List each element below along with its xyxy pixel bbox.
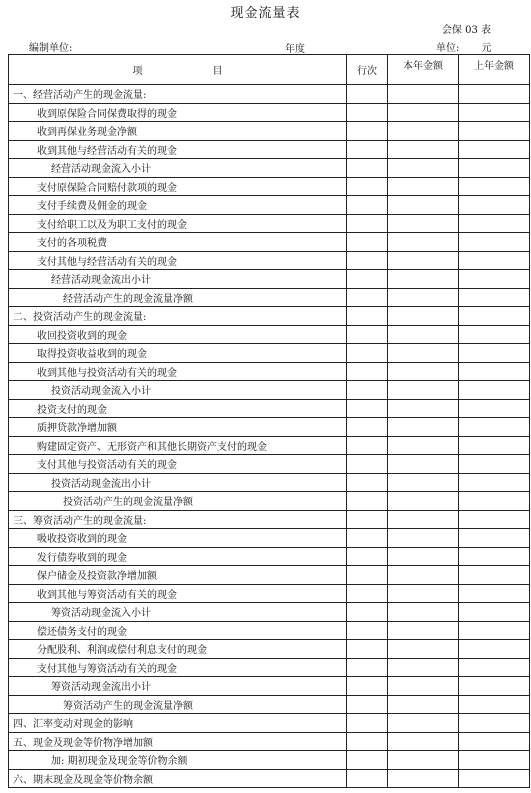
line-no-cell[interactable] xyxy=(347,695,388,714)
header-current-year: 本年金额 xyxy=(388,55,459,85)
table-row xyxy=(9,418,530,437)
table-row xyxy=(9,325,530,344)
row-item-label xyxy=(9,214,347,233)
current-year-amount-cell[interactable] xyxy=(388,436,459,455)
line-no-cell[interactable] xyxy=(347,177,388,196)
table-row xyxy=(9,85,530,104)
report-title: 现金流量表 xyxy=(230,6,301,21)
current-year-amount-cell[interactable] xyxy=(388,640,459,659)
previous-year-amount-cell[interactable] xyxy=(459,658,530,677)
current-year-amount-cell[interactable] xyxy=(388,455,459,474)
previous-year-amount-cell[interactable] xyxy=(459,455,530,474)
table-row xyxy=(9,159,530,178)
row-item-text: 四、汇率变动对现金的影响 xyxy=(13,719,133,731)
current-year-amount-cell[interactable] xyxy=(388,251,459,270)
row-item-label xyxy=(9,769,347,788)
previous-year-amount-cell[interactable] xyxy=(459,714,530,733)
line-no-cell[interactable] xyxy=(347,714,388,733)
line-no-cell[interactable] xyxy=(347,751,388,770)
line-no-cell[interactable] xyxy=(347,473,388,492)
row-item-label xyxy=(9,455,347,474)
cash-flow-table xyxy=(8,54,530,788)
current-year-amount-cell[interactable] xyxy=(388,214,459,233)
current-year-amount-cell[interactable] xyxy=(388,732,459,751)
previous-year-amount-cell[interactable] xyxy=(459,566,530,585)
previous-year-amount-cell[interactable] xyxy=(459,233,530,252)
header-line-no: 行次 xyxy=(347,55,388,85)
row-item-text: 支付其他与投资活动有关的现金 xyxy=(37,460,177,472)
line-no-cell[interactable] xyxy=(347,196,388,215)
line-no-cell[interactable] xyxy=(347,603,388,622)
current-year-amount-cell[interactable] xyxy=(388,529,459,548)
row-item-text: 偿还债务支付的现金 xyxy=(37,626,127,638)
line-no-cell[interactable] xyxy=(347,640,388,659)
header-previous-year: 上年金额 xyxy=(459,55,530,85)
row-item-label xyxy=(9,251,347,270)
previous-year-amount-cell[interactable] xyxy=(459,695,530,714)
row-item-text: 一、经营活动产生的现金流量: xyxy=(13,90,147,102)
table-row xyxy=(9,677,530,696)
row-item-label xyxy=(9,103,347,122)
table-row xyxy=(9,177,530,196)
row-item-label xyxy=(9,529,347,548)
row-item-label xyxy=(9,621,347,640)
line-no-cell[interactable] xyxy=(347,362,388,381)
table-row xyxy=(9,714,530,733)
line-no-cell[interactable] xyxy=(347,510,388,529)
previous-year-amount-cell[interactable] xyxy=(459,418,530,437)
row-item-label xyxy=(9,159,347,178)
row-item-label xyxy=(9,473,347,492)
current-year-amount-cell[interactable] xyxy=(388,658,459,677)
row-item-label xyxy=(9,510,347,529)
row-item-label xyxy=(9,85,347,104)
current-year-amount-cell[interactable] xyxy=(388,677,459,696)
row-item-label xyxy=(9,732,347,751)
row-item-label xyxy=(9,196,347,215)
table-row xyxy=(9,455,530,474)
line-no-cell[interactable] xyxy=(347,288,388,307)
previous-year-amount-cell[interactable] xyxy=(459,307,530,326)
current-year-amount-cell[interactable] xyxy=(388,492,459,511)
previous-year-amount-cell[interactable] xyxy=(459,436,530,455)
row-item-text: 收到其他与投资活动有关的现金 xyxy=(37,367,177,379)
table-row xyxy=(9,307,530,326)
previous-year-amount-cell[interactable] xyxy=(459,732,530,751)
previous-year-amount-cell[interactable] xyxy=(459,270,530,289)
row-item-label xyxy=(9,381,347,400)
row-item-text: 筹资活动现金流入小计 xyxy=(51,608,151,620)
table-row xyxy=(9,436,530,455)
table-row xyxy=(9,103,530,122)
previous-year-amount-cell[interactable] xyxy=(459,251,530,270)
current-year-amount-cell[interactable] xyxy=(388,288,459,307)
unit-label: 单位: xyxy=(436,43,460,54)
row-item-label xyxy=(9,714,347,733)
table-row xyxy=(9,751,530,770)
line-no-cell[interactable] xyxy=(347,621,388,640)
row-item-label xyxy=(9,584,347,603)
row-item-label xyxy=(9,695,347,714)
line-no-cell[interactable] xyxy=(347,732,388,751)
table-row xyxy=(9,529,530,548)
previous-year-amount-cell[interactable] xyxy=(459,751,530,770)
row-item-text: 经营活动产生的现金流量净额 xyxy=(63,293,193,305)
previous-year-amount-cell[interactable] xyxy=(459,140,530,159)
table-row xyxy=(9,510,530,529)
table-row xyxy=(9,381,530,400)
current-year-amount-cell[interactable] xyxy=(388,621,459,640)
previous-year-amount-cell[interactable] xyxy=(459,529,530,548)
line-no-cell[interactable] xyxy=(347,584,388,603)
current-year-amount-cell[interactable] xyxy=(388,122,459,141)
line-no-cell[interactable] xyxy=(347,103,388,122)
row-item-label xyxy=(9,640,347,659)
current-year-amount-cell[interactable] xyxy=(388,714,459,733)
table-row xyxy=(9,233,530,252)
row-item-label xyxy=(9,140,347,159)
line-no-cell[interactable] xyxy=(347,455,388,474)
current-year-amount-cell[interactable] xyxy=(388,270,459,289)
line-no-cell[interactable] xyxy=(347,122,388,141)
line-no-cell[interactable] xyxy=(347,85,388,104)
line-no-cell[interactable] xyxy=(347,492,388,511)
line-no-cell[interactable] xyxy=(347,233,388,252)
line-no-cell[interactable] xyxy=(347,251,388,270)
current-year-amount-cell[interactable] xyxy=(388,85,459,104)
row-item-label xyxy=(9,233,347,252)
current-year-amount-cell[interactable] xyxy=(388,695,459,714)
current-year-amount-cell[interactable] xyxy=(388,566,459,585)
table-row xyxy=(9,288,530,307)
line-no-cell[interactable] xyxy=(347,214,388,233)
previous-year-amount-cell[interactable] xyxy=(459,344,530,363)
row-item-label xyxy=(9,362,347,381)
row-item-text: 支付给职工以及为职工支付的现金 xyxy=(37,219,187,231)
row-item-text: 投资活动现金流入小计 xyxy=(51,386,151,398)
line-no-cell[interactable] xyxy=(347,529,388,548)
table-row xyxy=(9,566,530,585)
line-no-cell[interactable] xyxy=(347,658,388,677)
row-item-label xyxy=(9,325,347,344)
row-item-text: 经营活动现金流入小计 xyxy=(51,164,151,176)
previous-year-amount-cell[interactable] xyxy=(459,177,530,196)
table-row xyxy=(9,270,530,289)
previous-year-amount-cell[interactable] xyxy=(459,584,530,603)
current-year-amount-cell[interactable] xyxy=(388,769,459,788)
row-item-text: 三、筹资活动产生的现金流量: xyxy=(13,515,147,527)
line-no-cell[interactable] xyxy=(347,677,388,696)
row-item-text: 分配股利、利润或偿付利息支付的现金 xyxy=(37,645,207,657)
row-item-label xyxy=(9,751,347,770)
year-label: 年度 xyxy=(285,44,305,55)
current-year-amount-cell[interactable] xyxy=(388,751,459,770)
table-row xyxy=(9,640,530,659)
previous-year-amount-cell[interactable] xyxy=(459,103,530,122)
previous-year-amount-cell[interactable] xyxy=(459,473,530,492)
row-item-text: 保户储金及投资款净增加额 xyxy=(37,571,157,583)
header-item: 项 目 xyxy=(9,55,347,85)
current-year-amount-cell[interactable] xyxy=(388,103,459,122)
row-item-text: 支付原保险合同赔付款项的现金 xyxy=(37,182,177,194)
current-year-amount-cell[interactable] xyxy=(388,140,459,159)
line-no-cell[interactable] xyxy=(347,418,388,437)
row-item-text: 质押贷款净增加额 xyxy=(37,423,117,435)
current-year-amount-cell[interactable] xyxy=(388,325,459,344)
current-year-amount-cell[interactable] xyxy=(388,344,459,363)
row-item-text: 经营活动现金流出小计 xyxy=(51,275,151,287)
row-item-text: 支付其他与经营活动有关的现金 xyxy=(37,256,177,268)
previous-year-amount-cell[interactable] xyxy=(459,288,530,307)
table-row xyxy=(9,603,530,622)
row-item-text: 支付的各项税费 xyxy=(37,238,107,250)
previous-year-amount-cell[interactable] xyxy=(459,399,530,418)
row-item-text: 加: 期初现金及现金等价物余额 xyxy=(51,756,188,768)
row-item-text: 投资支付的现金 xyxy=(37,404,107,416)
row-item-label xyxy=(9,547,347,566)
row-item-label xyxy=(9,270,347,289)
line-no-cell[interactable] xyxy=(347,381,388,400)
row-item-label xyxy=(9,418,347,437)
current-year-amount-cell[interactable] xyxy=(388,307,459,326)
previous-year-amount-cell[interactable] xyxy=(459,325,530,344)
row-item-text: 取得投资收益收到的现金 xyxy=(37,349,147,361)
previous-year-amount-cell[interactable] xyxy=(459,621,530,640)
current-year-amount-cell[interactable] xyxy=(388,159,459,178)
line-no-cell[interactable] xyxy=(347,344,388,363)
line-no-cell[interactable] xyxy=(347,159,388,178)
line-no-cell[interactable] xyxy=(347,399,388,418)
previous-year-amount-cell[interactable] xyxy=(459,547,530,566)
row-item-text: 收回投资收到的现金 xyxy=(37,330,127,342)
row-item-text: 收到其他与经营活动有关的现金 xyxy=(37,145,177,157)
current-year-amount-cell[interactable] xyxy=(388,603,459,622)
previous-year-amount-cell[interactable] xyxy=(459,122,530,141)
current-year-amount-cell[interactable] xyxy=(388,473,459,492)
table-row xyxy=(9,140,530,159)
line-no-cell[interactable] xyxy=(347,547,388,566)
previous-year-amount-cell[interactable] xyxy=(459,362,530,381)
line-no-cell[interactable] xyxy=(347,436,388,455)
row-item-text: 六、期末现金及现金等价物余额 xyxy=(13,774,153,786)
row-item-label xyxy=(9,122,347,141)
previous-year-amount-cell[interactable] xyxy=(459,214,530,233)
previous-year-amount-cell[interactable] xyxy=(459,510,530,529)
row-item-text: 筹资活动产生的现金流量净额 xyxy=(63,700,193,712)
table-row xyxy=(9,344,530,363)
row-item-label xyxy=(9,603,347,622)
table-row xyxy=(9,122,530,141)
previous-year-amount-cell[interactable] xyxy=(459,492,530,511)
table-row xyxy=(9,621,530,640)
current-year-amount-cell[interactable] xyxy=(388,177,459,196)
table-row xyxy=(9,251,530,270)
row-item-text: 五、现金及现金等价物净增加额 xyxy=(13,737,153,749)
current-year-amount-cell[interactable] xyxy=(388,584,459,603)
previous-year-amount-cell[interactable] xyxy=(459,677,530,696)
row-item-label xyxy=(9,288,347,307)
row-item-label xyxy=(9,399,347,418)
line-no-cell[interactable] xyxy=(347,307,388,326)
table-row xyxy=(9,695,530,714)
row-item-label xyxy=(9,344,347,363)
line-no-cell[interactable] xyxy=(347,769,388,788)
row-item-text: 筹资活动现金流出小计 xyxy=(51,682,151,694)
year-field[interactable] xyxy=(244,40,305,55)
table-row xyxy=(9,399,530,418)
previous-year-amount-cell[interactable] xyxy=(459,381,530,400)
current-year-amount-cell[interactable] xyxy=(388,547,459,566)
current-year-amount-cell[interactable] xyxy=(388,362,459,381)
row-item-text: 收到其他与筹资活动有关的现金 xyxy=(37,589,177,601)
row-item-label xyxy=(9,492,347,511)
table-row xyxy=(9,473,530,492)
row-item-label xyxy=(9,177,347,196)
unit-value: 元 xyxy=(481,43,492,54)
row-item-text: 发行债券收到的现金 xyxy=(37,552,127,564)
row-item-text: 投资活动产生的现金流量净额 xyxy=(63,497,193,509)
row-item-text: 投资活动现金流出小计 xyxy=(51,478,151,490)
line-no-cell[interactable] xyxy=(347,325,388,344)
row-item-label xyxy=(9,436,347,455)
table-row xyxy=(9,492,530,511)
currency-unit xyxy=(436,39,491,54)
current-year-amount-cell[interactable] xyxy=(388,418,459,437)
current-year-amount-cell[interactable] xyxy=(388,196,459,215)
table-row xyxy=(9,362,530,381)
prepared-by-label: 编制单位: xyxy=(29,43,73,54)
row-item-text: 收到再保业务现金净额 xyxy=(37,127,137,139)
row-item-text: 二、投资活动产生的现金流量: xyxy=(13,312,147,324)
row-item-label xyxy=(9,566,347,585)
form-code: 会保 03 表 xyxy=(441,25,491,36)
line-no-cell[interactable] xyxy=(347,566,388,585)
current-year-amount-cell[interactable] xyxy=(388,381,459,400)
current-year-amount-cell[interactable] xyxy=(388,399,459,418)
row-item-text: 支付手续费及佣金的现金 xyxy=(37,201,147,213)
row-item-text: 支付其他与筹资活动有关的现金 xyxy=(37,663,177,675)
table-row xyxy=(9,214,530,233)
line-no-cell[interactable] xyxy=(347,140,388,159)
table-row xyxy=(9,732,530,751)
previous-year-amount-cell[interactable] xyxy=(459,603,530,622)
table-row xyxy=(9,769,530,788)
previous-year-amount-cell[interactable] xyxy=(459,85,530,104)
table-row xyxy=(9,196,530,215)
table-row xyxy=(9,658,530,677)
current-year-amount-cell[interactable] xyxy=(388,233,459,252)
table-row xyxy=(9,547,530,566)
previous-year-amount-cell[interactable] xyxy=(459,159,530,178)
table-row xyxy=(9,584,530,603)
row-item-label xyxy=(9,677,347,696)
table-header-row xyxy=(9,55,530,85)
line-no-cell[interactable] xyxy=(347,270,388,289)
previous-year-amount-cell[interactable] xyxy=(459,196,530,215)
row-item-text: 购建固定资产、无形资产和其他长期资产支付的现金 xyxy=(37,441,267,453)
row-item-label xyxy=(9,658,347,677)
row-item-text: 收到原保险合同保费取得的现金 xyxy=(37,108,177,120)
row-item-label xyxy=(9,307,347,326)
previous-year-amount-cell[interactable] xyxy=(459,769,530,788)
current-year-amount-cell[interactable] xyxy=(388,510,459,529)
row-item-text: 吸收投资收到的现金 xyxy=(37,534,127,546)
previous-year-amount-cell[interactable] xyxy=(459,640,530,659)
